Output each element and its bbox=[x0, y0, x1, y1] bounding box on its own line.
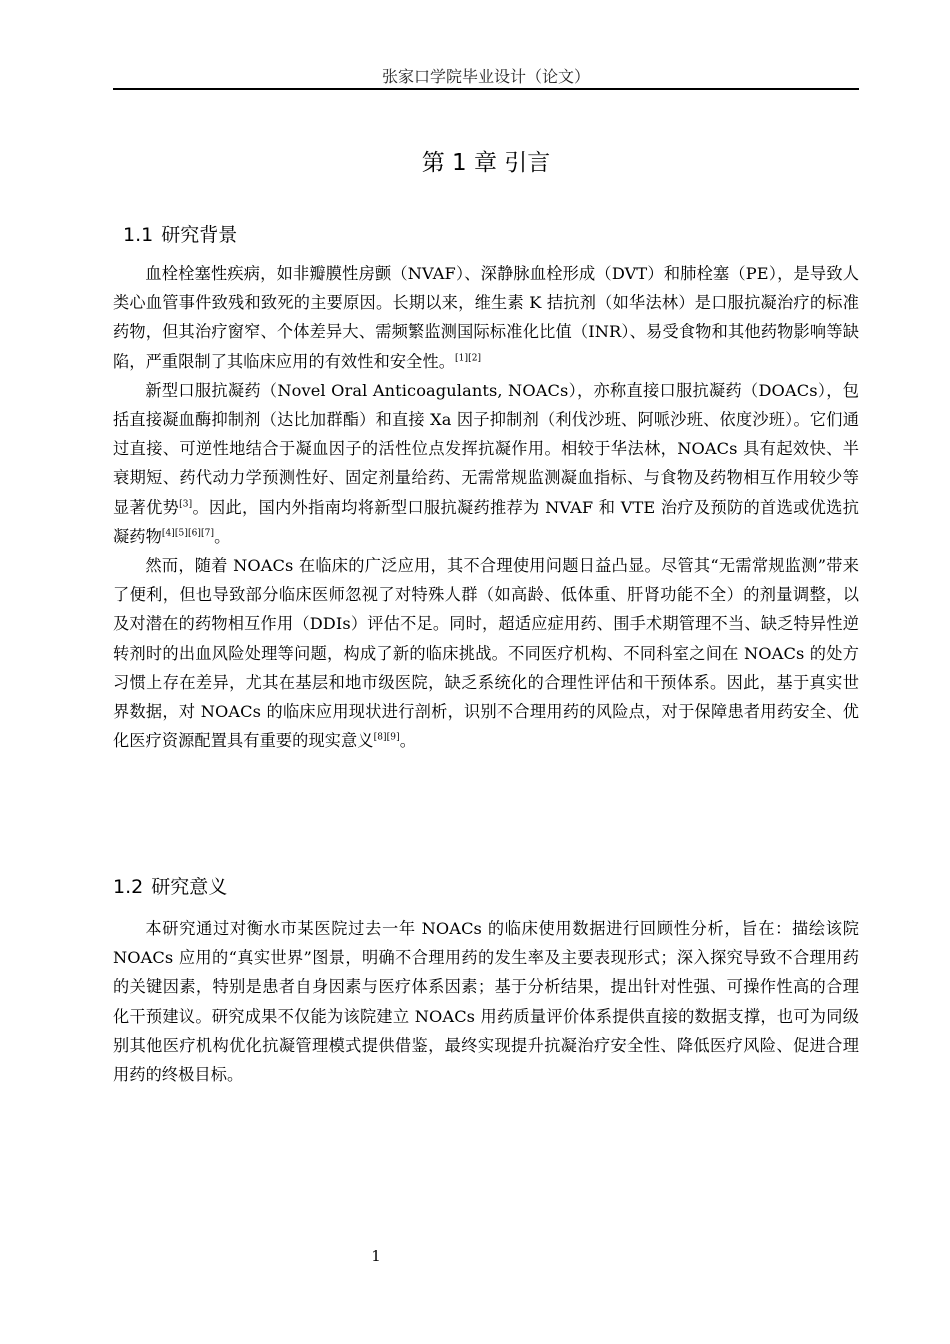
citation: [8][9] bbox=[373, 732, 400, 743]
citation: [3] bbox=[179, 499, 193, 510]
paragraph-text: 然而，随着 NOACs 在临床的广泛应用，其不合理使用问题日益凸显。尽管其“无需常规监测”带来了便利，但也导致部分临床医师忽视了对特殊人群（如高龄、低体重、肝肾功能不全）的剂量调整，以及对潜在的药物相互作用（DDIs）评估不足。同时，超适应症用药、围手术期管理不当、缺乏特异性逆转剂时的出血风险处理等问题，构成了新的临床挑战。不同医疗机构、不同科室之间在 NOACs 的处方习惯上存在差异，尤其在基层和地市级医院，缺乏系统化的合理性评估和干预体系。因此，基于真实世界数据，对 NOACs 的临床应用现状进行剖析，识别不合理用药的风险点，对于保障患者用药安全、优化医疗资源配置具有重要的现实意义 bbox=[113, 556, 859, 751]
header-rule bbox=[113, 88, 859, 90]
section-body-significance bbox=[113, 914, 859, 1089]
section-heading-significance bbox=[113, 873, 859, 901]
paragraph bbox=[113, 376, 859, 551]
paragraph bbox=[113, 551, 859, 755]
paragraph: 本研究通过对衡水市某医院过去一年 NOACs 的临床使用数据进行回顾性分析，旨在：描绘该院 NOACs 应用的“真实世界”图景，明确不合理用药的发生率及主要表现形式；深入探究导致不合理用药的关键因素，特别是患者自身因素与医疗体系因素；基于分析结果，提出针对性强、可操作性高的合理化干预建议。研究成果不仅能为该院建立 NOACs 用药质量评价体系提供直接的数据支撑，也可为同级别其他医疗机构优化抗凝管理模式提供借鉴，最终实现提升抗凝治疗安全性、降低医疗风险、促进合理用药的终极目标。 bbox=[113, 919, 859, 1085]
paragraph-text: 。因此，国内外指南均将新型口服抗凝药推荐为 NVAF 和 VTE 治疗及预防的首选或优选抗凝药物 bbox=[113, 497, 859, 546]
paragraph bbox=[113, 259, 859, 376]
paragraph-text: 新型口服抗凝药（Novel Oral Anticoagulants, NOACs），亦称直接口服抗凝药（DOACs），包括直接凝血酶抑制剂（达比加群酯）和直接 Xa 因子抑制剂（利伐沙班、阿哌沙班、依度沙班）。它们通过直接、可逆性地结合于凝血因子的活性位点发挥抗凝作用。相较于华法林，NOACs 具有起效快、半衰期短、药代动力学预测性好、固定剂量给药、无需常规监测凝血指标、与食物及药物相互作用较少等显著优势 bbox=[113, 380, 859, 517]
section-number: 1.1 bbox=[123, 224, 154, 246]
section-title: 研究背景 bbox=[161, 224, 238, 246]
citation: [1][2] bbox=[455, 353, 482, 364]
citation: [4][5][6][7] bbox=[161, 528, 215, 539]
paragraph-text: 血栓栓塞性疾病，如非瓣膜性房颤（NVAF）、深静脉血栓形成（DVT）和肺栓塞（PE），是导致人类心血管事件致残和致死的主要原因。长期以来，维生素 K 拮抗剂（如华法林）是口服抗凝治疗的标准药物，但其治疗窗窄、个体差异大、需频繁监测国际标准化比值（INR）、易受食物和其他药物影响等缺陷，严重限制了其临床应用的有效性和安全性。 bbox=[113, 264, 859, 371]
section-body-background bbox=[113, 259, 859, 755]
paragraph-text: 。 bbox=[399, 731, 417, 751]
running-header: 张家口学院毕业设计（论文） bbox=[381, 67, 590, 86]
page-number: 1 bbox=[371, 1247, 381, 1265]
section-heading-background bbox=[123, 221, 869, 249]
paragraph-text: 。 bbox=[214, 526, 231, 546]
section-title: 研究意义 bbox=[151, 876, 228, 898]
chapter-title: 第 1 章 引言 bbox=[421, 150, 551, 176]
section-number: 1.2 bbox=[113, 876, 144, 898]
